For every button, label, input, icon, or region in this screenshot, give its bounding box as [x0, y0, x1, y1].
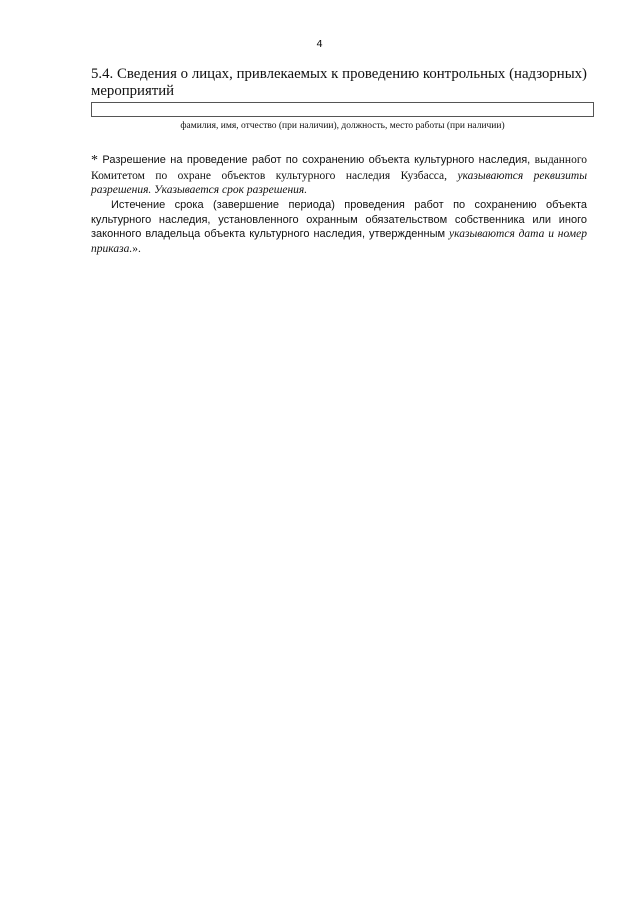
persons-input-field[interactable] [91, 102, 594, 117]
footnote-closing-quote: ». [132, 242, 141, 255]
footnote-italic-2: указываются дата и номер приказа. [91, 228, 587, 255]
section-heading: 5.4. Сведения о лицах, привлекаемых к проведению контрольных (надзорных) мероприятий [91, 66, 587, 99]
persons-field-caption: фамилия, имя, отчество (при наличии), должность, место работы (при наличии) [180, 121, 505, 131]
footnote-paragraph-2 [91, 198, 587, 256]
footnote-text-1a: Разрешение на проведение работ по сохранению объекта культурного наследия, [98, 154, 531, 166]
footnote-text-1b: выданного Комитетом по охране объектов культурного наследия Кузбасса, [91, 154, 588, 182]
footnote-paragraph-1 [91, 153, 587, 198]
page-number: 4 [316, 39, 323, 50]
footnote-text-2: Истечение срока (завершение периода) проведения работ по сохранению объекта культурного наследия, установленного охранным обязательством собственника или иного законного владельца объекта культурного наследия, утвержденным [91, 199, 587, 241]
footnote-marker: * [91, 153, 98, 168]
footnote-italic-1: указываются реквизиты разрешения. Указывается срок разрешения. [91, 169, 587, 197]
